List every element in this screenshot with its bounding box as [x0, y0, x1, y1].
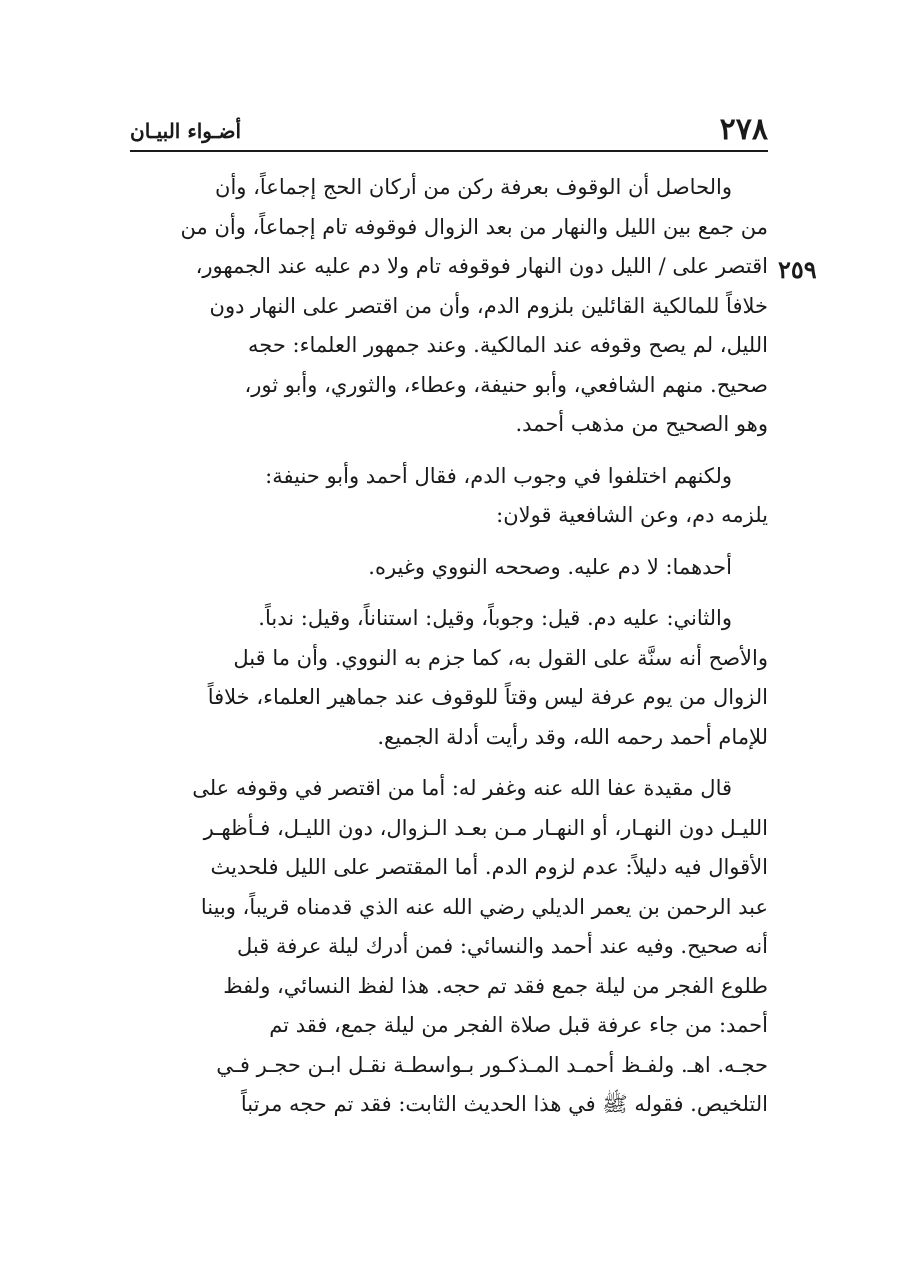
text-line: اقتصر على / الليل دون النهار فوقوفه تام ولا دم عليه عند الجمهور،	[195, 254, 768, 278]
text-line: من جمع بين الليل والنهار من بعد الزوال فوقوفه تام إجماعاً، وأن من	[180, 214, 768, 239]
header-rule	[130, 150, 768, 152]
text-line: والثاني: عليه دم. قيل: وجوباً، وقيل: استناناً، وقيل: ندباً.	[258, 606, 732, 630]
page-header	[130, 112, 768, 152]
paragraph	[130, 168, 768, 445]
text-line: الليـل دون النهـار، أو النهـار مـن بعـد الـزوال، دون الليـل، فـأظهـر	[203, 815, 768, 840]
text-line: حجـه. اهـ. ولفـظ أحمـد المـذكـور بـواسطـة نقـل ابـن حجـر فـي	[216, 1052, 768, 1077]
text-line: أحمد: من جاء عرفة قبل صلاة الفجر من ليلة جمع، فقد تم	[269, 1013, 768, 1037]
text-line: والأصح أنه سنَّة على القول به، كما جزم به النووي. وأن ما قبل	[233, 645, 768, 670]
text-line: الليل، لم يصح وقوفه عند المالكية. وعند جمهور العلماء: حجه	[248, 333, 768, 357]
text-line: عبد الرحمن بن يعمر الديلي رضي الله عنه الذي قدمناه قريباً، وبينا	[200, 894, 768, 919]
paragraph	[130, 548, 768, 588]
paragraph	[130, 457, 768, 536]
text-line: ولكنهم اختلفوا في وجوب الدم، فقال أحمد وأبو حنيفة:	[265, 463, 732, 488]
page-number: ٢٧٨	[719, 112, 768, 147]
text-line: طلوع الفجر من ليلة جمع فقد تم حجه. هذا لفظ النسائي، ولفظ	[223, 973, 768, 998]
text-line: التلخيص. فقوله ﷺ في هذا الحديث الثابت: فقد تم حجه مرتباً	[240, 1092, 768, 1116]
text-line: يلزمه دم، وعن الشافعية قولان:	[496, 503, 768, 527]
text-line: للإمام أحمد رحمه الله، وقد رأيت أدلة الجميع.	[377, 724, 768, 749]
text-line: صحيح. منهم الشافعي، وأبو حنيفة، وعطاء، والثوري، وأبو ثور،	[244, 372, 768, 397]
text-line: وهو الصحيح من مذهب أحمد.	[515, 412, 768, 436]
text-line: والحاصل أن الوقوف بعرفة ركن من أركان الحج إجماعاً، وأن	[215, 175, 732, 199]
text-line: خلافاً للمالكية القائلين بلزوم الدم، وأن من اقتصر على النهار دون	[209, 293, 768, 318]
paragraph	[130, 769, 768, 1125]
text-line: الأقوال فيه دليلاً: عدم لزوم الدم. أما المقتصر على الليل فلحديث	[210, 855, 768, 879]
running-title: أضـواء البيـان	[130, 119, 242, 143]
text-line: قال مقيدة عفا الله عنه وغفر له: أما من اقتصر في وقوفه على	[192, 776, 732, 800]
body-text	[130, 168, 768, 1137]
paragraph	[130, 599, 768, 757]
text-line: الزوال من يوم عرفة ليس وقتاً للوقوف عند جماهير العلماء، خلافاً	[207, 685, 768, 709]
margin-page-reference: ٢٥٩	[778, 255, 817, 284]
text-line: أحدهما: لا دم عليه. وصححه النووي وغيره.	[368, 554, 732, 579]
text-line: أنه صحيح. وفيه عند أحمد والنسائي: فمن أدرك ليلة عرفة قبل	[237, 934, 768, 958]
